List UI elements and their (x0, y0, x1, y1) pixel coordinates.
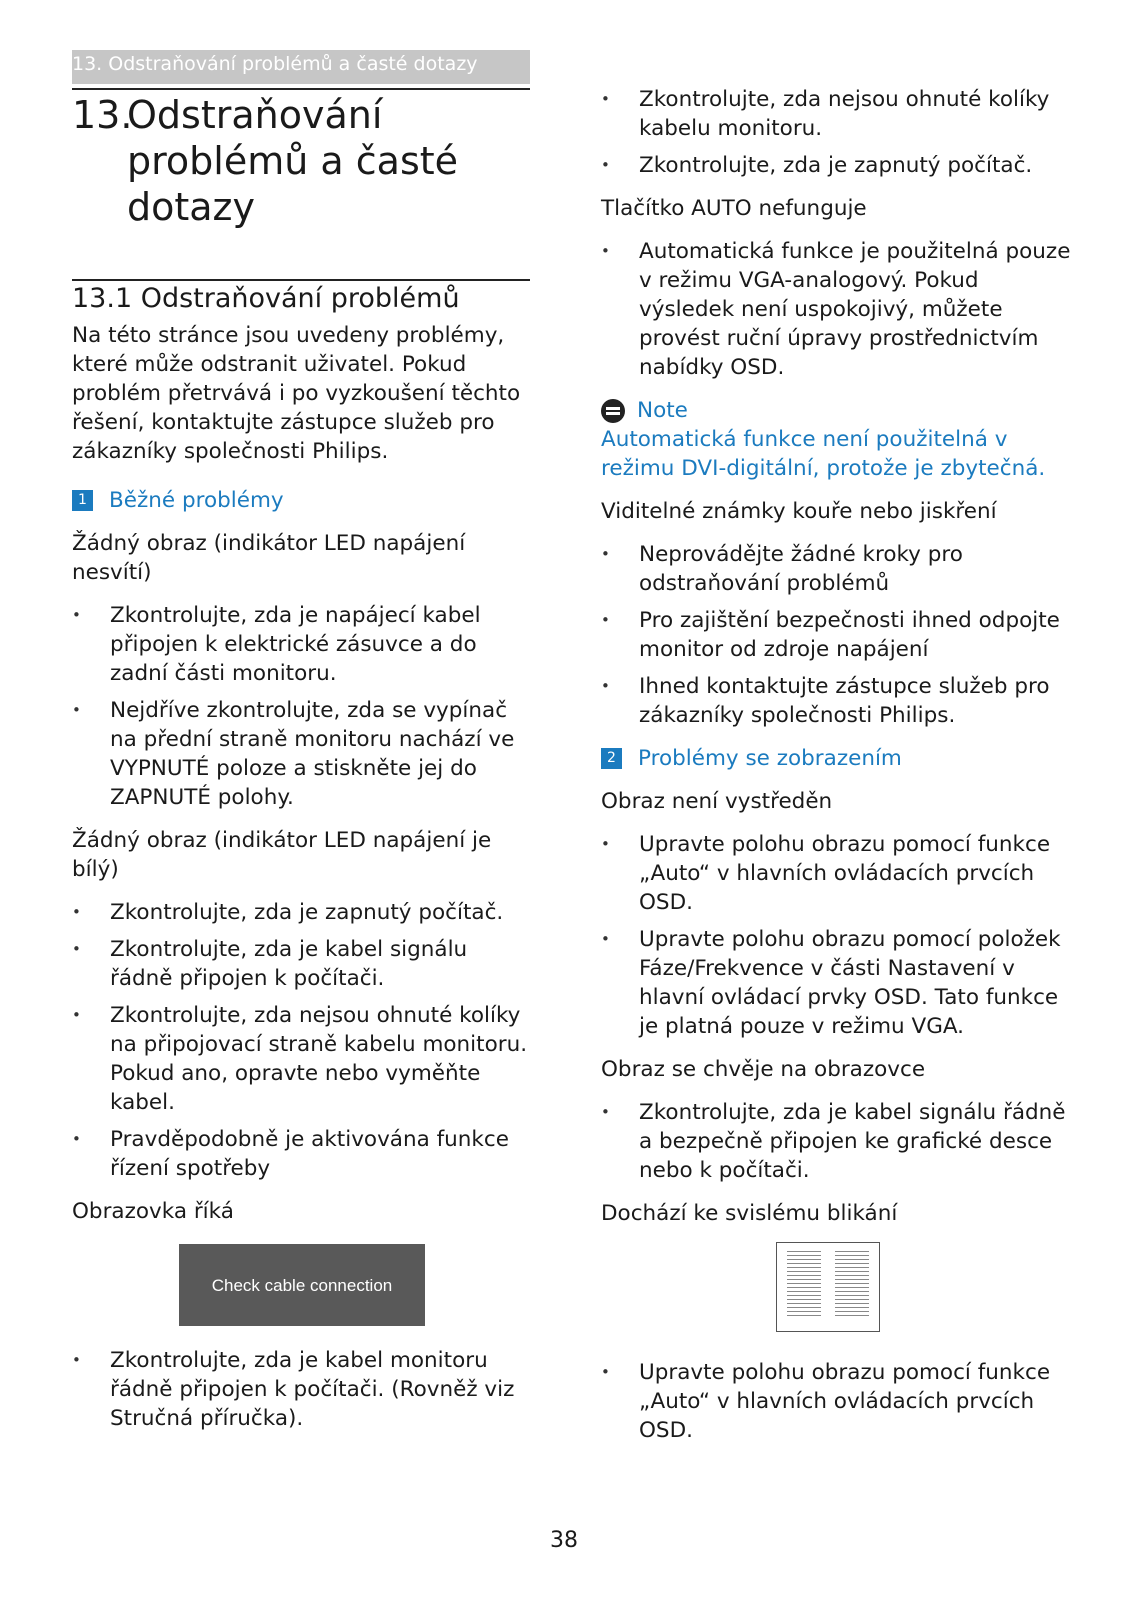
bullet-list (601, 830, 1071, 1041)
list-item: • Automatická funkce je použitelná pouze v režimu VGA-analogový. Pokud výsledek není uspokojivý, můžete provést ruční úpravy prostřednictvím nabídky OSD. (601, 237, 1071, 382)
list-item: • Ihned kontaktujte zástupce služeb pro zákazníky společnosti Philips. (601, 672, 1071, 730)
list-item: • Zkontrolujte, zda je napájecí kabel připojen k elektrické zásuvce a do zadní části monitoru. (72, 601, 530, 688)
right-column (601, 85, 1071, 1459)
note-header (601, 396, 1071, 425)
section-title: 13.1 Odstraňování problémů (72, 283, 460, 314)
list-item: • Zkontrolujte, zda nejsou ohnuté kolíky kabelu monitoru. (601, 85, 1071, 143)
problem-heading: Žádný obraz (indikátor LED napájení nesvítí) (72, 531, 466, 585)
bullet-list (601, 237, 1071, 382)
subsection-number-badge: 2 (601, 748, 622, 769)
note-icon (601, 399, 625, 423)
problem-heading: Žádný obraz (indikátor LED napájení je bílý) (72, 828, 492, 882)
vertical-flicker-illustration (776, 1242, 880, 1332)
problem-heading: Obraz se chvěje na obrazovce (601, 1057, 926, 1082)
subsection-display-problems (601, 744, 1071, 773)
screen-says-label: Obrazovka říká (72, 1199, 234, 1224)
list-item: • Zkontrolujte, zda je kabel monitoru řádně připojen k počítači. (Rovněž viz Stručná příručka). (72, 1346, 530, 1433)
list-item: • Nejdříve zkontrolujte, zda se vypínač na přední straně monitoru nachází ve VYPNUTÉ poloze a stiskněte jej do ZAPNUTÉ polohy. (72, 696, 530, 812)
chapter-title-text: Odstraňování problémů a časté dotazy (127, 93, 459, 229)
page-number: 38 (550, 1528, 578, 1553)
list-item: • Zkontrolujte, zda nejsou ohnuté kolíky na připojovací straně kabelu monitoru. Pokud ano, opravte nebo vyměňte kabel. (72, 1001, 530, 1117)
left-column (72, 321, 530, 1447)
list-item: • Zkontrolujte, zda je zapnutý počítač. (72, 898, 530, 927)
bullet-list (601, 85, 1071, 180)
flicker-pattern (787, 1251, 869, 1319)
chapter-title (72, 92, 530, 230)
problem-heading: Obraz není vystředěn (601, 789, 833, 814)
chapter-number: 13. (72, 93, 133, 137)
bullet-list (72, 1346, 530, 1433)
check-cable-message-box: Check cable connection (179, 1244, 425, 1326)
list-item: • Pro zajištění bezpečnosti ihned odpojte monitor od zdroje napájení (601, 606, 1071, 664)
problem-heading: Dochází ke svislému blikání (601, 1201, 898, 1226)
header-rule (72, 88, 530, 90)
subsection-number-badge: 1 (72, 490, 93, 511)
list-item: • Pravděpodobně je aktivována funkce řízení spotřeby (72, 1125, 530, 1183)
problem-heading: Tlačítko AUTO nefunguje (601, 196, 867, 221)
note-label: Note (637, 398, 688, 423)
list-item: • Upravte polohu obrazu pomocí funkce „Auto“ v hlavních ovládacích prvcích OSD. (601, 1358, 1071, 1445)
list-item: • Zkontrolujte, zda je zapnutý počítač. (601, 151, 1071, 180)
note-text: Automatická funkce není použitelná v režimu DVI-digitální, protože je zbytečná. (601, 427, 1046, 481)
bullet-list (72, 601, 530, 812)
list-item: • Neprovádějte žádné kroky pro odstraňování problémů (601, 540, 1071, 598)
bullet-list (601, 1358, 1071, 1445)
list-item: • Zkontrolujte, zda je kabel signálu řádně připojen k počítači. (72, 935, 530, 993)
subsection-common-problems (72, 486, 530, 515)
bullet-list (601, 1098, 1071, 1185)
running-header: 13. Odstraňování problémů a časté dotazy (72, 50, 530, 84)
intro-paragraph: Na této stránce jsou uvedeny problémy, které může odstranit uživatel. Pokud problém přetrvává i po vyzkoušení těchto řešení, kontaktujte zástupce služeb pro zákazníky společnosti Philips. (72, 323, 521, 464)
problem-heading: Viditelné známky kouře nebo jiskření (601, 499, 997, 524)
list-item: • Upravte polohu obrazu pomocí položek Fáze/Frekvence v části Nastavení v hlavní ovládací prvky OSD. Tato funkce je platná pouze v režimu VGA. (601, 925, 1071, 1041)
list-item: • Upravte polohu obrazu pomocí funkce „Auto“ v hlavních ovládacích prvcích OSD. (601, 830, 1071, 917)
bullet-list (601, 540, 1071, 730)
subsection-label: Běžné problémy (109, 488, 284, 513)
subsection-label: Problémy se zobrazením (638, 746, 902, 771)
bullet-list (72, 898, 530, 1183)
section-rule (72, 279, 530, 281)
list-item: • Zkontrolujte, zda je kabel signálu řádně a bezpečně připojen ke grafické desce nebo k počítači. (601, 1098, 1071, 1185)
